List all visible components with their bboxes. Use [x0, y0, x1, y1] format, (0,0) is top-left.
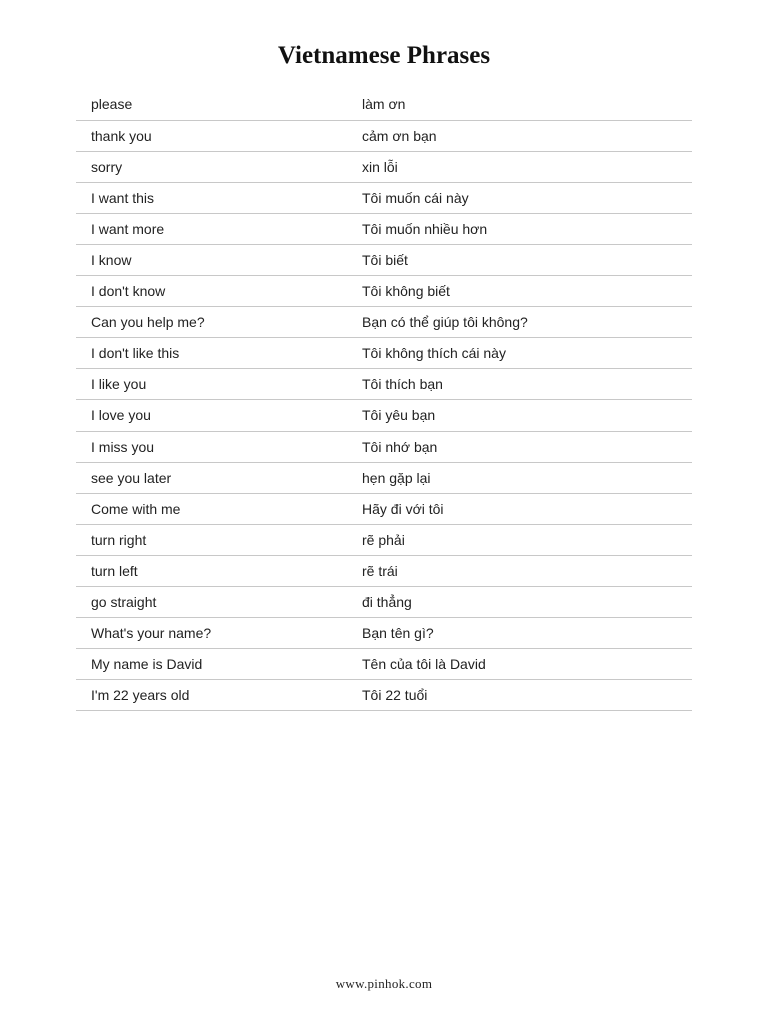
vietnamese-phrase: Tôi 22 tuổi — [362, 687, 428, 704]
vietnamese-phrase: Hãy đi với tôi — [362, 500, 444, 517]
english-phrase: I miss you — [91, 438, 155, 455]
english-phrase: I want more — [91, 220, 165, 237]
phrase-row — [76, 524, 692, 555]
phrase-row — [76, 431, 692, 462]
phrase-row — [76, 151, 692, 182]
vietnamese-phrase: xin lỗi — [362, 158, 398, 175]
english-phrase: My name is David — [91, 656, 203, 673]
english-phrase: go straight — [91, 594, 157, 611]
phrase-row — [76, 493, 692, 524]
english-phrase: turn left — [91, 562, 138, 579]
phrase-row — [76, 400, 692, 431]
phrase-row — [76, 276, 692, 307]
english-phrase: Come with me — [91, 500, 181, 517]
phrase-row — [76, 182, 692, 213]
vietnamese-phrase: Tôi không thích cái này — [362, 345, 506, 362]
page-title: Vietnamese Phrases — [277, 42, 491, 69]
vietnamese-phrase: Tôi biết — [362, 252, 408, 269]
english-phrase: sorry — [91, 158, 123, 175]
english-phrase: see you later — [91, 469, 172, 486]
vietnamese-phrase: Tôi không biết — [362, 283, 450, 300]
english-phrase: I love you — [91, 407, 151, 424]
english-phrase: What's your name? — [91, 625, 212, 642]
vietnamese-phrase: cảm ơn bạn — [362, 127, 437, 144]
english-phrase: I don't like this — [91, 345, 180, 362]
phrase-row — [76, 555, 692, 586]
vietnamese-phrase: Bạn có thể giúp tôi không? — [362, 314, 528, 331]
phrase-table — [76, 89, 692, 711]
phrase-row — [76, 120, 692, 151]
vietnamese-phrase: rẽ trái — [362, 562, 398, 579]
english-phrase: I know — [91, 252, 132, 269]
vietnamese-phrase: Tôi nhớ bạn — [362, 438, 438, 455]
english-phrase: I'm 22 years old — [91, 687, 190, 704]
phrase-row — [76, 680, 692, 711]
phrase-row — [76, 649, 692, 680]
english-phrase: turn right — [91, 531, 147, 548]
phrase-table-body — [76, 89, 692, 711]
phrase-row — [76, 369, 692, 400]
english-phrase: I don't know — [91, 283, 166, 300]
phrase-row — [76, 462, 692, 493]
phrase-row — [76, 213, 692, 244]
footer-url: www.pinhok.com — [335, 976, 433, 991]
vietnamese-phrase: hẹn gặp lại — [362, 469, 431, 486]
vietnamese-phrase: đi thẳng — [362, 594, 412, 611]
vietnamese-phrase: Bạn tên gì? — [362, 625, 434, 642]
phrase-row — [76, 89, 692, 120]
vietnamese-phrase: Tôi yêu bạn — [362, 407, 436, 424]
phrase-row — [76, 587, 692, 618]
vietnamese-phrase: Tôi muốn cái này — [362, 189, 469, 206]
phrase-row — [76, 307, 692, 338]
english-phrase: please — [91, 96, 133, 113]
phrase-row — [76, 618, 692, 649]
vietnamese-phrase: Tôi thích bạn — [362, 376, 443, 393]
english-phrase: I want this — [91, 189, 155, 206]
vietnamese-phrase: Tôi muốn nhiều hơn — [362, 220, 488, 237]
phrase-row — [76, 338, 692, 369]
vietnamese-phrase: rẽ phải — [362, 531, 405, 548]
vietnamese-phrase: Tên của tôi là David — [362, 656, 486, 673]
english-phrase: thank you — [91, 127, 152, 144]
english-phrase: Can you help me? — [91, 314, 205, 331]
vietnamese-phrase: làm ơn — [362, 96, 406, 113]
english-phrase: I like you — [91, 376, 147, 393]
phrase-row — [76, 244, 692, 275]
